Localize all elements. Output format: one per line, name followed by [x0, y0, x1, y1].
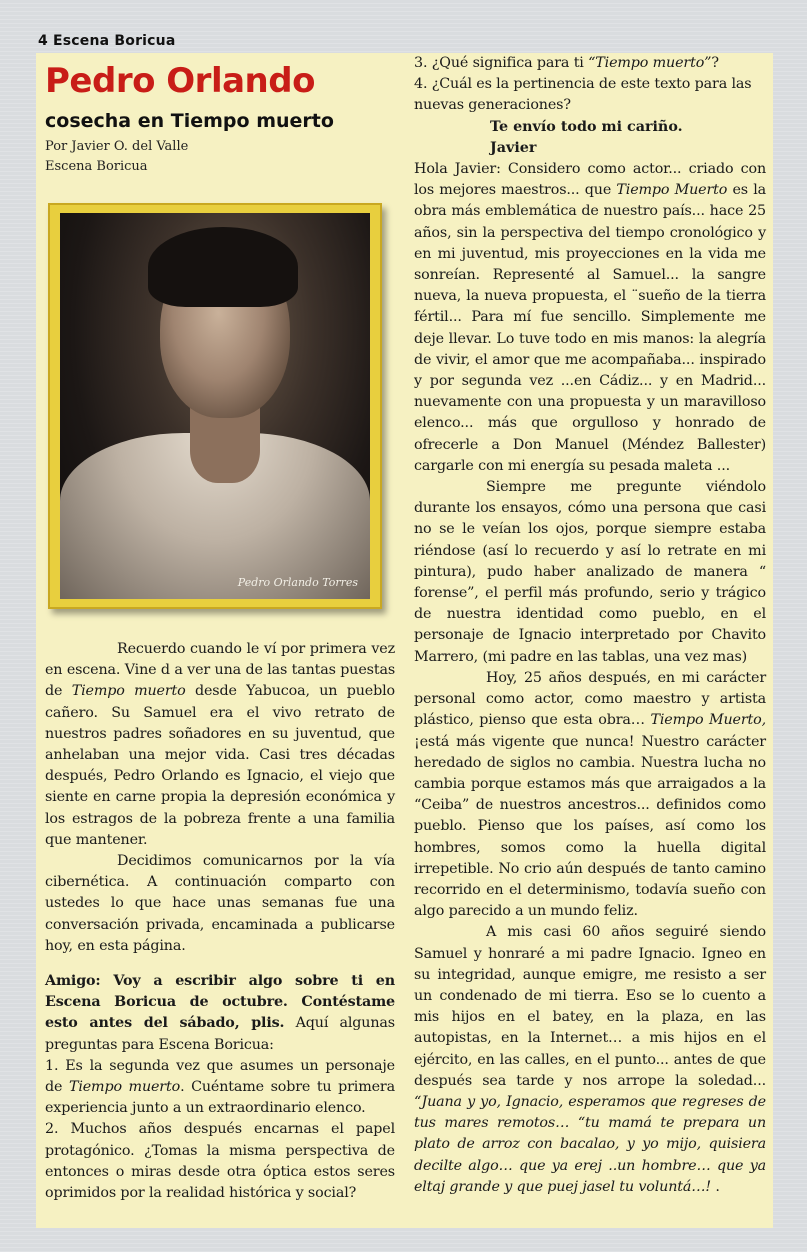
- paragraph-questions-intro: Amigo: Voy a escribir algo sobre ti en Escena Boricua de octubre. Contéstame esto antes del sábado, plis. Aquí algunas preguntas para Escena Boricua:: [45, 973, 395, 1053]
- answer-paragraph-4: A mis casi 60 años seguiré siendo Samuel y honraré a mi padre Ignacio. Igneo en su integridad, aunque emigre, me resisto a ser un condenado de mi tierra. Eso se lo cuento a mis hijos en el batey, en la plaza, en las autopistas, en la Internet… a mis hijos en el ejército, en las calles, en el punto... antes de que después sea tarde y nos arrope la soledad... “Juana y yo, Ignacio, esperamos que regreses de tus mares remotos… “tu mamá te prepara un plato de arroz con bacalao, y yo mijo, quisiera decilte algo… que ya erej ..un hombre… que ya eltaj grande y que puej jasel tu voluntá…! .: [414, 924, 766, 1195]
- portrait-photo: [60, 213, 370, 599]
- answer-paragraph-2: Siempre me pregunte viéndolo durante los ensayos, cómo una persona que casi no se le veían los ojos, porque siempre estaba riéndose (así lo recuerdo y así lo retrate en mi pintura), pudo haber analizado de manera “ forense”, el perfil más profundo, serio y trágico de nuestra identidad como pueblo, en el personaje de Ignacio interpretado por Chavito Marrero, (mi padre en las tablas, una vez mas): [414, 479, 766, 665]
- question-4: 4. ¿Cuál es la pertinencia de este texto para las nuevas generaciones?: [414, 76, 752, 114]
- section-header: 4 Escena Boricua: [38, 33, 176, 49]
- left-column: [45, 53, 395, 1202]
- left-body-text: [45, 639, 395, 1204]
- paragraph-intro: Recuerdo cuando le ví por primera vez en escena. Vine d a ver una de las tantas puestas de Tiempo muerto desde Yabucoa, un pueblo cañero. Su Samuel era el vivo retrato de nuestros padres soñadores en su juventud, que anhelaban una mejor vida. Casi tres décadas después, Pedro Orlando es Ignacio, el viejo que siente en carne propia la depresión económica y los estragos de la pobreza frente a una familia que mantener.: [45, 641, 395, 848]
- article-title: Pedro Orlando: [45, 61, 315, 101]
- photo-hair-shape: [148, 227, 298, 307]
- answer-paragraph-1: Hola Javier: Considero como actor... criado con los mejores maestros... que Tiempo Muerto es la obra más emblemática de nuestro país... hace 25 años, sin la perspectiva del tiempo cronológico y en mi juventud, mis proyecciones en la vida me sonreían. Representé al Samuel... la sangre nueva, la nueva propuesta, el ¨sueño de la tierra fértil... Para mí fue sencillo. Simplemente me deje llevar. Lo tuve todo en mis manos: la alegría de vivir, el amor que me acompañaba... inspirado y por segunda vez ...en Cádiz... y en Madrid... nuevamente con una propuesta y un maravilloso elenco... más que orgulloso y honrado de ofrecerle a Don Manuel (Méndez Ballester) cargarle con mi energía su pesada maleta ...: [414, 161, 766, 474]
- article-subtitle: cosecha en Tiempo muerto: [45, 110, 334, 132]
- article-page: [36, 53, 773, 1228]
- question-2: 2. Muchos años después encarnas el papel protagónico. ¿Tomas la misma perspectiva de entonces o miras desde otra óptica estos seres oprimidos por la realidad histórica y social?: [45, 1121, 395, 1202]
- signoff-name: Javier: [490, 139, 537, 156]
- question-1: 1. Es la segunda vez que asumes un personaje de Tiempo muerto. Cuéntame sobre tu primera experiencia junto a un extraordinario elenco.: [45, 1057, 395, 1117]
- portrait-photo-frame: [48, 203, 382, 609]
- answer-paragraph-3: Hoy, 25 años después, en mi carácter personal como actor, como maestro y artista plástico, pienso que esta obra… Tiempo Muerto, ¡está más vigente que nunca! Nuestro carácter heredado de siglos no cambia. Nuestra lucha no cambia porque estamos más que arraigados a la “Ceiba” de nuestros ancestros... definidos como pueblo. Pienso que los países, así como los hombres, somos como la huella digital irrepetible. No crio aún después de tanto camino recorrido en el determinismo, todavía sueño con algo parecido a un mundo feliz.: [414, 669, 767, 920]
- byline-author: Por Javier O. del Valle: [45, 139, 189, 154]
- right-column: [414, 53, 766, 1198]
- question-3: 3. ¿Qué significa para ti “Tiempo muerto”?: [414, 55, 719, 71]
- signoff-line: Te envío todo mi cariño.: [490, 118, 683, 135]
- paragraph-communication: Decidimos comunicarnos por la vía cibernética. A continuación comparto con ustedes lo que hace unas semanas fue una conversación privada, encaminada a publicarse hoy, en esta página.: [45, 853, 395, 954]
- photo-caption: Pedro Orlando Torres: [237, 576, 358, 589]
- byline-publication: Escena Boricua: [45, 159, 148, 174]
